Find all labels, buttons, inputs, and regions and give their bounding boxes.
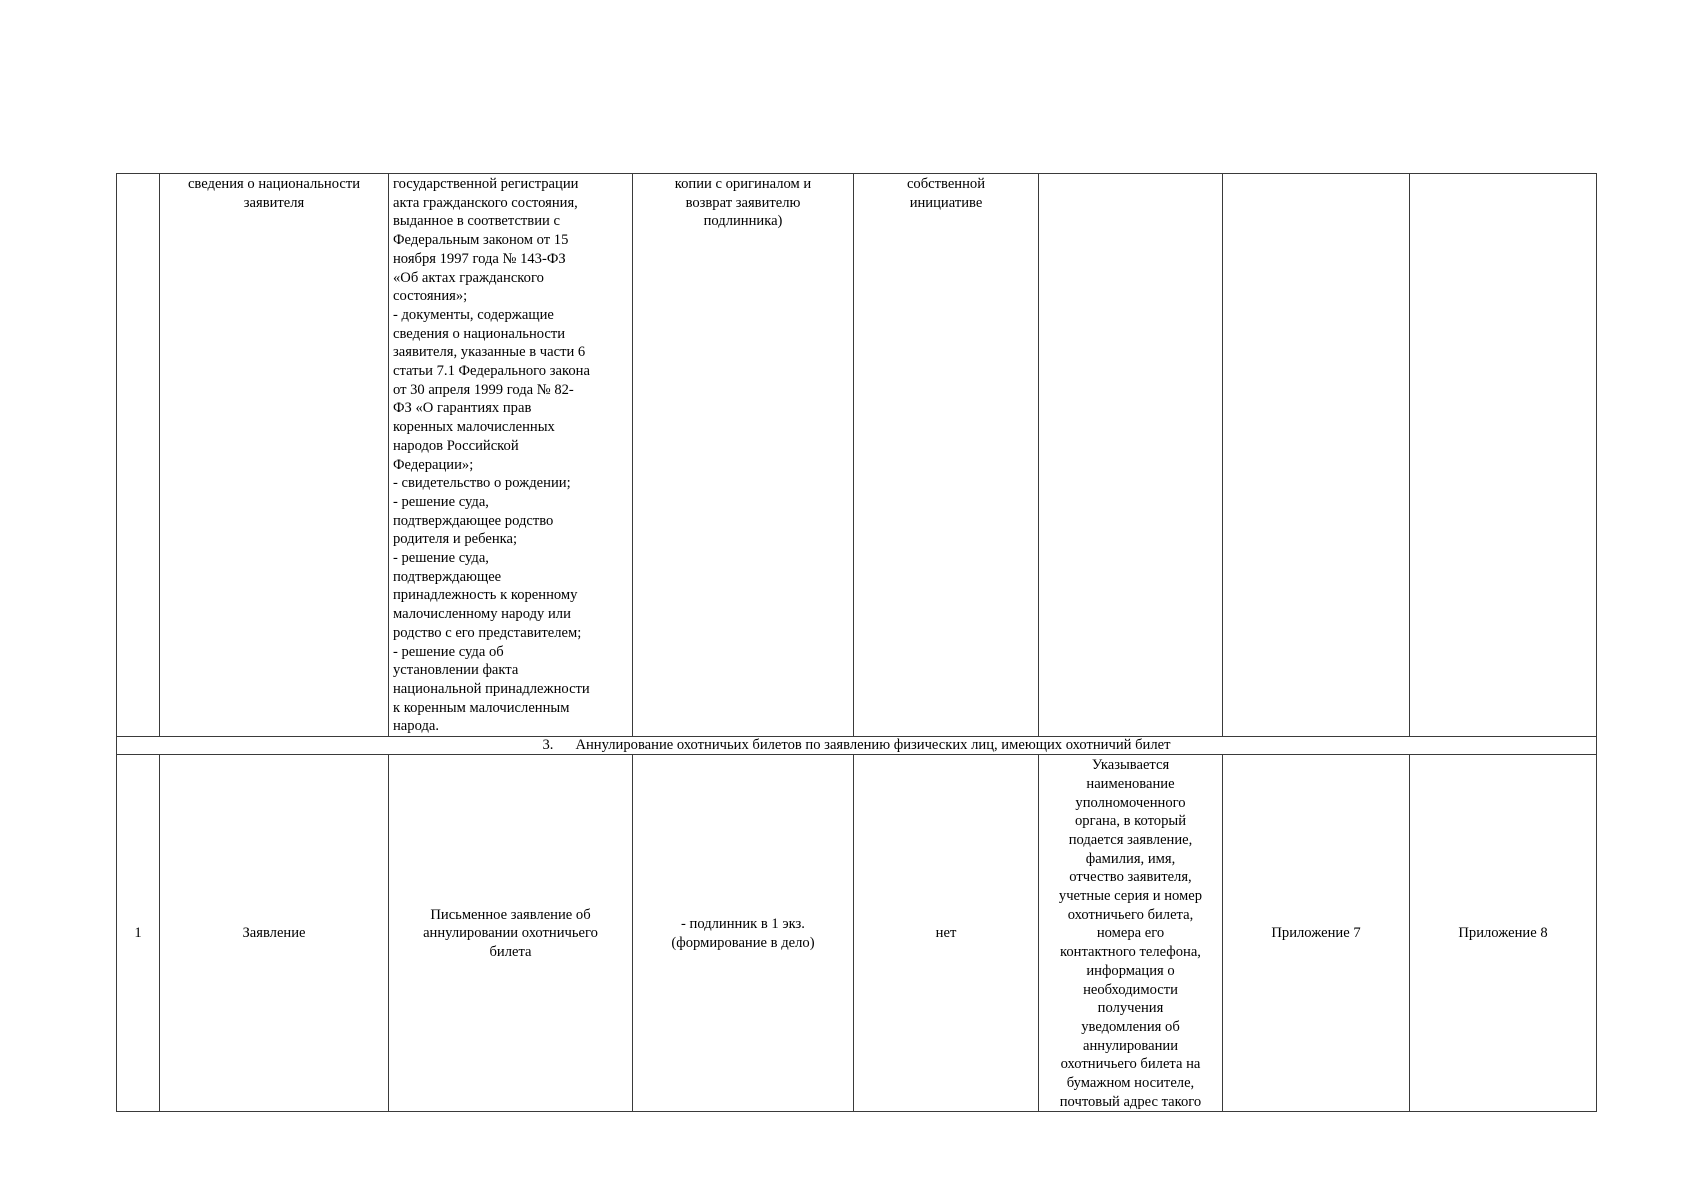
sample-cell <box>1410 174 1597 737</box>
document-category-cell: Заявление <box>160 755 389 1112</box>
section-number: 3. <box>542 737 554 754</box>
section-title: Аннулирование охотничьих билетов по заявлению физических лиц, имеющих охотничий билет <box>575 737 1171 754</box>
sample-cell: Приложение 8 <box>1410 755 1597 1112</box>
document-names-cell: Письменное заявление об аннулировании охотничьего билета <box>389 755 633 1112</box>
table-row <box>117 755 1597 1112</box>
row-number-cell <box>117 174 160 737</box>
section-heading-cell <box>117 737 1597 755</box>
row-number-cell: 1 <box>117 755 160 1112</box>
services-documents-table <box>116 173 1597 1112</box>
document-names-cell: государственной регистрации акта гражданского состояния, выданное в соответствии с Федеральным законом от 15 ноября 1997 года № 143-ФЗ «Об актах гражданского состояния»; - документы, содержащие сведения о национальности заявителя, указанные в части 6 статьи 7.1 Федерального закона от 30 апреля 1999 года № 82- ФЗ «О гарантиях прав коренных малочисленных народов Российской Федерации»; - свидетельство о рождении; - решение суда, подтверждающее родство родителя и ребенка; - решение суда, подтверждающее принадлежность к коренному малочисленному народу или родство с его представителем; - решение суда об установлении факта национальной принадлежности к коренным малочисленным народа. <box>389 174 633 737</box>
form-cell: Приложение 7 <box>1223 755 1410 1112</box>
copy-action-cell: - подлинник в 1 экз. (формирование в дело) <box>633 755 854 1112</box>
submission-condition-cell: нет <box>854 755 1039 1112</box>
form-cell <box>1223 174 1410 737</box>
requirements-cell <box>1039 174 1223 737</box>
requirements-cell: Указывается наименование уполномоченного органа, в который подается заявление, фамилия, имя, отчество заявителя, учетные серия и номер охотничьего билета, номера его контактного телефона, информация о необходимости получения уведомления об аннулировании охотничьего билета на бумажном носителе, почтовый адрес такого <box>1039 755 1223 1112</box>
document-category-cell: сведения о национальности заявителя <box>160 174 389 737</box>
table-section-header <box>117 737 1597 755</box>
copy-action-cell: копии с оригиналом и возврат заявителю подлинника) <box>633 174 854 737</box>
submission-condition-cell: собственной инициативе <box>854 174 1039 737</box>
table-row-continuation <box>117 174 1597 737</box>
